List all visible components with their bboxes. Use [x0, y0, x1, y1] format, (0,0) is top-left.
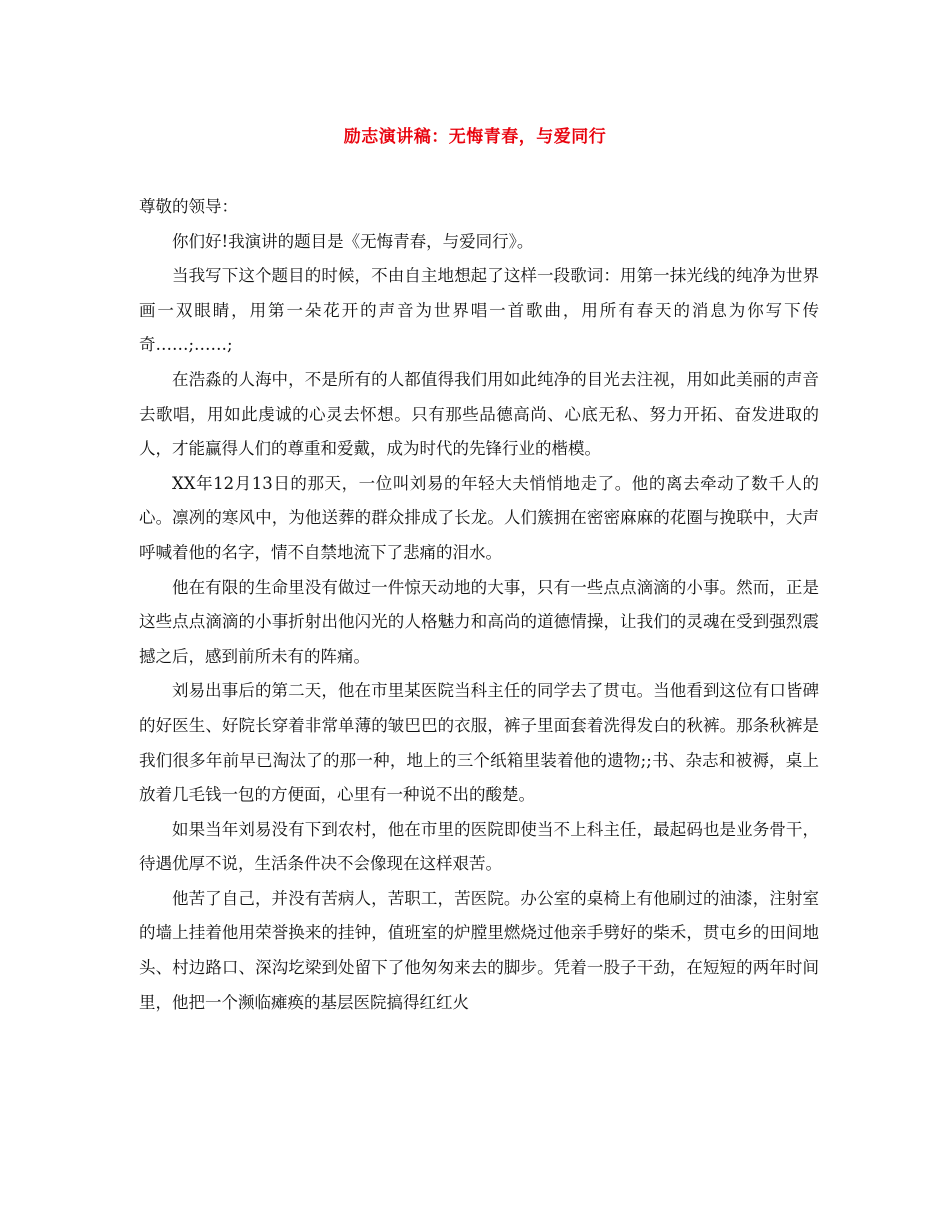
document-title: 励志演讲稿：无悔青春，与爱同行 [343, 127, 607, 147]
paragraph-greeting: 你们好!我演讲的题目是《无悔青春，与爱同行》。 [172, 231, 534, 251]
paragraph-role-models: 在浩淼的人海中，不是所有的人都值得我们用如此纯净的目光去注视，用如此美丽的声音去歌唱，用如此虔诚的心灵去怀想。只有那些品德高尚、心底无私、努力开拓、奋发进取的人，才能赢得人们的尊重和爱戴，成为时代的先锋行业的楷模。 [139, 369, 819, 459]
document-body [139, 190, 819, 1020]
paragraph-dedication: 他苦了自己，并没有苦病人，苦职工，苦医院。办公室的桌椅上有他刷过的油漆，注射室的墙上挂着他用荣誉换来的挂钟，值班室的炉膛里燃烧过他亲手劈好的柴禾，贯屯乡的田间地头、村边路口、深沟圪梁到处留下了他匆匆来去的脚步。凭着一股子干劲，在短短的两年时间里，他把一个濒临瘫痪的基层医院搞得红红火 [139, 888, 819, 1012]
paragraph-funeral: XX年12月13日的那天，一位叫刘易的年轻大夫悄悄地走了。他的离去牵动了数千人的心。凛冽的寒风中，为他送葬的群众排成了长龙。人们簇拥在密密麻麻的花圈与挽联中，大声呼喊着他的名字，情不自禁地流下了悲痛的泪水。 [139, 473, 819, 562]
salutation: 尊敬的领导： [139, 197, 238, 216]
paragraph-small-deeds: 他在有限的生命里没有做过一件惊天动地的大事，只有一些点点滴滴的小事。然而，正是这些点点滴滴的小事折射出他闪光的人格魅力和高尚的道德情操，让我们的灵魂在受到强烈震撼之后，感到前所未有的阵痛。 [139, 577, 819, 666]
paragraph-lyrics: 当我写下这个题目的时候，不由自主地想起了这样一段歌词：用第一抹光线的纯净为世界画一双眼睛，用第一朵花开的声音为世界唱一首歌曲，用所有春天的消息为你写下传奇……;……; [139, 266, 819, 355]
paragraph-career-choice: 如果当年刘易没有下到农村，他在市里的医院即使当不上科主任，最起码也是业务骨干，待遇优厚不说，生活条件决不会像现在这样艰苦。 [139, 819, 819, 874]
paragraph-classmate-visit: 刘易出事后的第二天，他在市里某医院当科主任的同学去了贯屯。当他看到这位有口皆碑的好医生、好院长穿着非常单薄的皱巴巴的衣服，裤子里面套着洗得发白的秋裤。那条秋裤是我们很多年前早已淘汰了的那一种，地上的三个纸箱里装着他的遗物;;书、杂志和被褥，桌上放着几毛钱一包的方便面，心里有一种说不出的酸楚。 [139, 681, 819, 805]
